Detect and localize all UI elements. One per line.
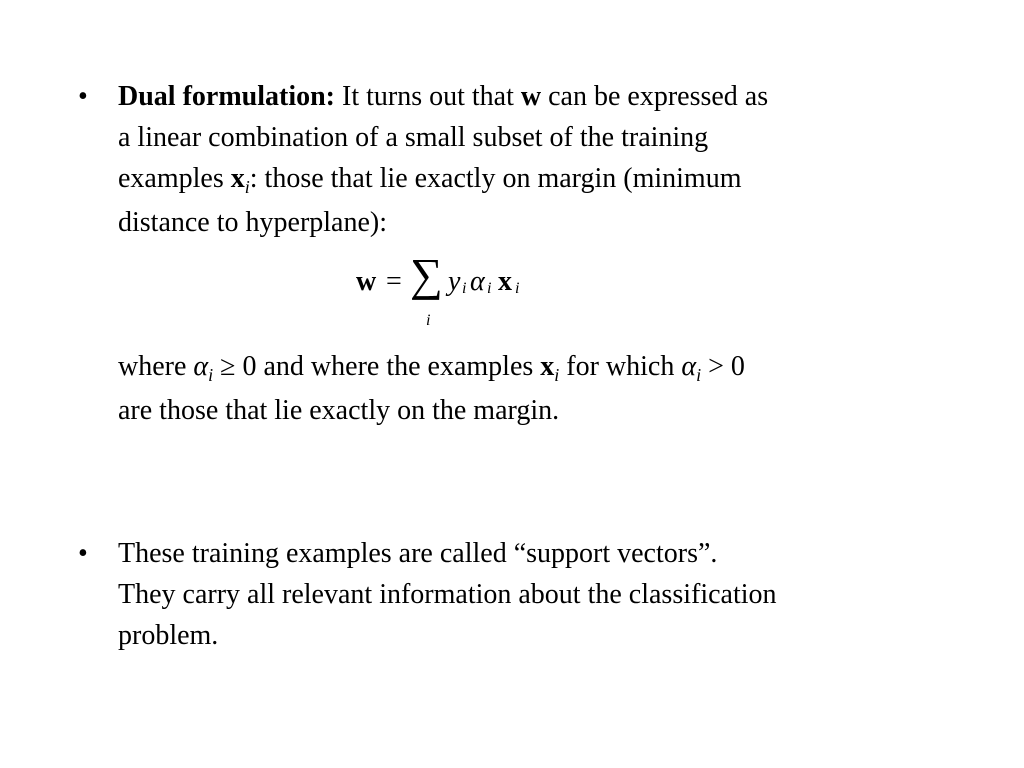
- bullet1-line1: [118, 76, 768, 117]
- bullet1-text: It turns out that: [335, 81, 521, 112]
- weight-vector-formula: [356, 249, 556, 338]
- where-text: for which: [559, 351, 682, 382]
- bullet1-line2: a linear combination of a small subset of the training: [118, 122, 709, 153]
- alpha-subscript: i: [208, 365, 214, 385]
- where-text: > 0: [701, 351, 745, 382]
- formula-alpha-subscript: i: [487, 280, 492, 297]
- dual-formulation-heading: Dual formulation:: [118, 81, 335, 112]
- summation-icon: ∑: [410, 249, 443, 300]
- alpha-subscript: i: [696, 365, 702, 385]
- bullet-marker: •: [78, 81, 88, 112]
- bullet1-text: can be expressed as: [541, 81, 769, 112]
- x-subscript: i: [554, 365, 560, 385]
- where-line1: [118, 346, 745, 390]
- bullet2-line3: problem.: [118, 620, 219, 651]
- bullet1-line4: distance to hyperplane):: [118, 207, 388, 238]
- bullet2-line2: They carry all relevant information about the classification: [118, 579, 777, 610]
- alpha-symbol: α: [681, 351, 697, 382]
- bullet1-line3: [118, 158, 768, 202]
- formula-x: x: [498, 266, 512, 297]
- formula-equals: =: [386, 266, 402, 297]
- bullet-support-vectors: [118, 533, 777, 656]
- bullet1-text: : those that lie exactly on margin (minimum: [249, 163, 742, 194]
- bullet-marker: •: [78, 538, 88, 569]
- formula-y-subscript: i: [462, 280, 467, 297]
- where-paragraph: [118, 346, 745, 431]
- where-line2: are those that lie exactly on the margin.: [118, 395, 560, 426]
- x-symbol: x: [540, 351, 555, 382]
- bullet2-line1: These training examples are called “support vectors”.: [118, 538, 718, 569]
- summation-index: i: [426, 312, 431, 329]
- x-symbol: x: [230, 163, 245, 194]
- formula-alpha: α: [470, 266, 485, 297]
- bullet-dual-formulation: [118, 76, 768, 243]
- w-symbol: w: [520, 81, 542, 112]
- subscript-i: i: [244, 177, 250, 197]
- alpha-symbol: α: [193, 351, 209, 382]
- where-text: where: [118, 351, 194, 382]
- formula-x-subscript: i: [515, 280, 520, 297]
- formula-y: y: [448, 266, 461, 297]
- formula-w: w: [356, 266, 377, 297]
- bullet1-text: examples: [118, 163, 231, 194]
- where-text: ≥ 0 and where the examples: [213, 351, 541, 382]
